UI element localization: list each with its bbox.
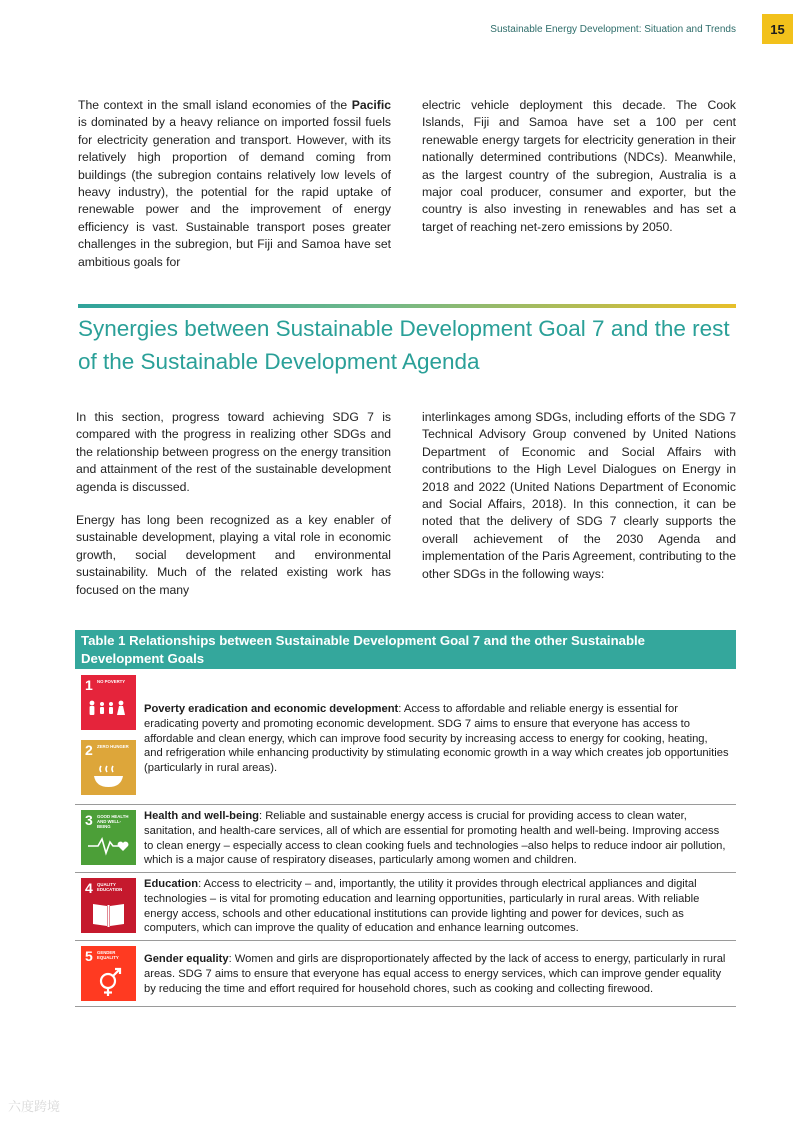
intro-left-text-end: is dominated by a heavy reliance on imported fossil fuels for electricity generation and transport. However, with its relatively high proportion of demand coming from buildings (the subregion contains relatively low levels of heavy industry), the potential for the rapid uptake of renewable power and the improvement of energy efficiency is vast. Sustainable transport poses greater challenges in the subregion, but Fiji and Samoa have set ambitious goals for [78,115,391,269]
sdg-number: 4 [85,880,93,896]
table-cell-text [144,952,729,996]
sdg-label: GENDER EQUALITY [97,950,119,960]
watermark: 六度跨境 [8,1099,61,1114]
family-icon [81,675,136,730]
section-left-paragraph-2: Energy has long been recognized as a key enabler of sustainable development, playing a vital role in economic growth, social development and environmental sustainability. Much of the related existing work has focused on the many [76,513,391,597]
row-heading: Gender equality [144,953,229,965]
sdg-number: 2 [85,742,93,758]
row-heading: Health and well-being [144,810,259,822]
row-body: : Access to electricity – and, importantly, the utility it provides through electrical appliances and digital technologies – is vital for promoting education and learning opportunities, particularly in rural areas. With reliable energy access, schools and other educational institutions can provide lighting and power for devices, such as computers, which can improve the quality of education and enhance learning outcomes. [144,878,700,935]
table-cell-text [144,809,729,868]
row-heading: Education [144,878,199,890]
sdg-label: ZERO HUNGER [97,744,129,749]
sdg-label: QUALITY EDUCATION [97,882,123,892]
running-header-title: Sustainable Energy Development: Situation and Trends [490,24,736,35]
intro-left-column [78,97,391,271]
page-number-badge: 15 [762,14,793,44]
row-body: : Reliable and sustainable energy access is crucial for providing access to clean water, sanitation, and health-care services, all of which are essential for promoting health and well-being. Improving access to clean energy – especially access to clean cooking fuels and technologies –also helps to reduce indoor air pollution, which is a major cause of respiratory diseases, particularly among women and children. [144,810,726,867]
table-caption: Table 1 Relationships between Sustainable Development Goal 7 and the other Sustainable Development Goals [75,630,736,669]
sdg-label: NO POVERTY [97,679,126,684]
bowl-icon [81,740,136,795]
book-icon [81,878,136,933]
table-row [75,942,736,1007]
sdg-2-tile [81,740,136,795]
gender-icon [81,946,136,1001]
sdg-label: GOOD HEALTH AND WELL-BEING [97,814,129,829]
row-heading: Poverty eradication and economic development [144,703,399,715]
section-left-column [76,409,391,615]
sdg-5-tile [81,946,136,1001]
table-cell-text [144,877,729,936]
sdg-number: 3 [85,812,93,828]
intro-right-column: electric vehicle deployment this decade. The Cook Islands, Fiji and Samoa have set a 100 per cent renewable energy targets for electricity generation in their nationally determined contributions (NDCs). Meanwhile, as the largest country of the subregion, Australia is a major coal producer, consumer and exporter, but the country is also investing in renewables and has set a target of reaching net-zero emissions by 2050. [422,98,736,234]
row-body: : Women and girls are disproportionately affected by the lack of access to energy, particularly in rural areas. SDG 7 aims to ensure that everyone has equal access to energy services, which can improve gender equality by reducing the time and effort required for household chores, such as cooking and collecting firewood. [144,953,726,995]
section-title: Synergies between Sustainable Development Goal 7 and the rest of the Sustainable Development Agenda [78,316,730,374]
section-divider [78,304,736,308]
sdg-number: 1 [85,677,93,693]
pacific-bold: Pacific [351,98,391,112]
sdg-1-tile [81,675,136,730]
section-right-column [422,409,736,599]
section-right-paragraph-1: interlinkages among SDGs, including efforts of the SDG 7 Technical Advisory Group convened by United Nations Department of Economic and Social Affairs with contributions to the High Level Dialogues on Energy in 2018 and 2022 (United Nations Department of Economic and Social Affairs, 2018). In this connection, it can be noted that the delivery of SDG 7 clearly supports the overall achievement of the 2030 Agenda and implementation of the Paris Agreement, contributing to the other SDGs in the following ways: [422,410,736,581]
table-row [75,806,736,873]
sdg-number: 5 [85,948,93,964]
table-row [75,671,736,805]
section-left-paragraph-1: In this section, progress toward achieving SDG 7 is compared with the progress in realizing other SDGs and the relationship between progress on the energy transition and attainment of the rest of the sustainable development agenda is discussed. [76,410,391,494]
table-cell-text [144,702,729,776]
row-body: : Access to affordable and reliable energy is essential for eradicating poverty and promoting economic development. SDG 7 aims to ensure that everyone has access to affordable and clean energy, which can improve food security by increasing access to energy for cooking, heating, and refrigeration while enhancing productivity by stimulating economic growth in a way which creates job opportunities (particularly in rural areas). [144,703,729,775]
sdg-3-tile [81,810,136,865]
intro-left-text-start: The context in the small island economies of the [78,98,352,112]
heartbeat-icon [81,810,136,865]
sdg-4-tile [81,878,136,933]
table-row [75,874,736,941]
